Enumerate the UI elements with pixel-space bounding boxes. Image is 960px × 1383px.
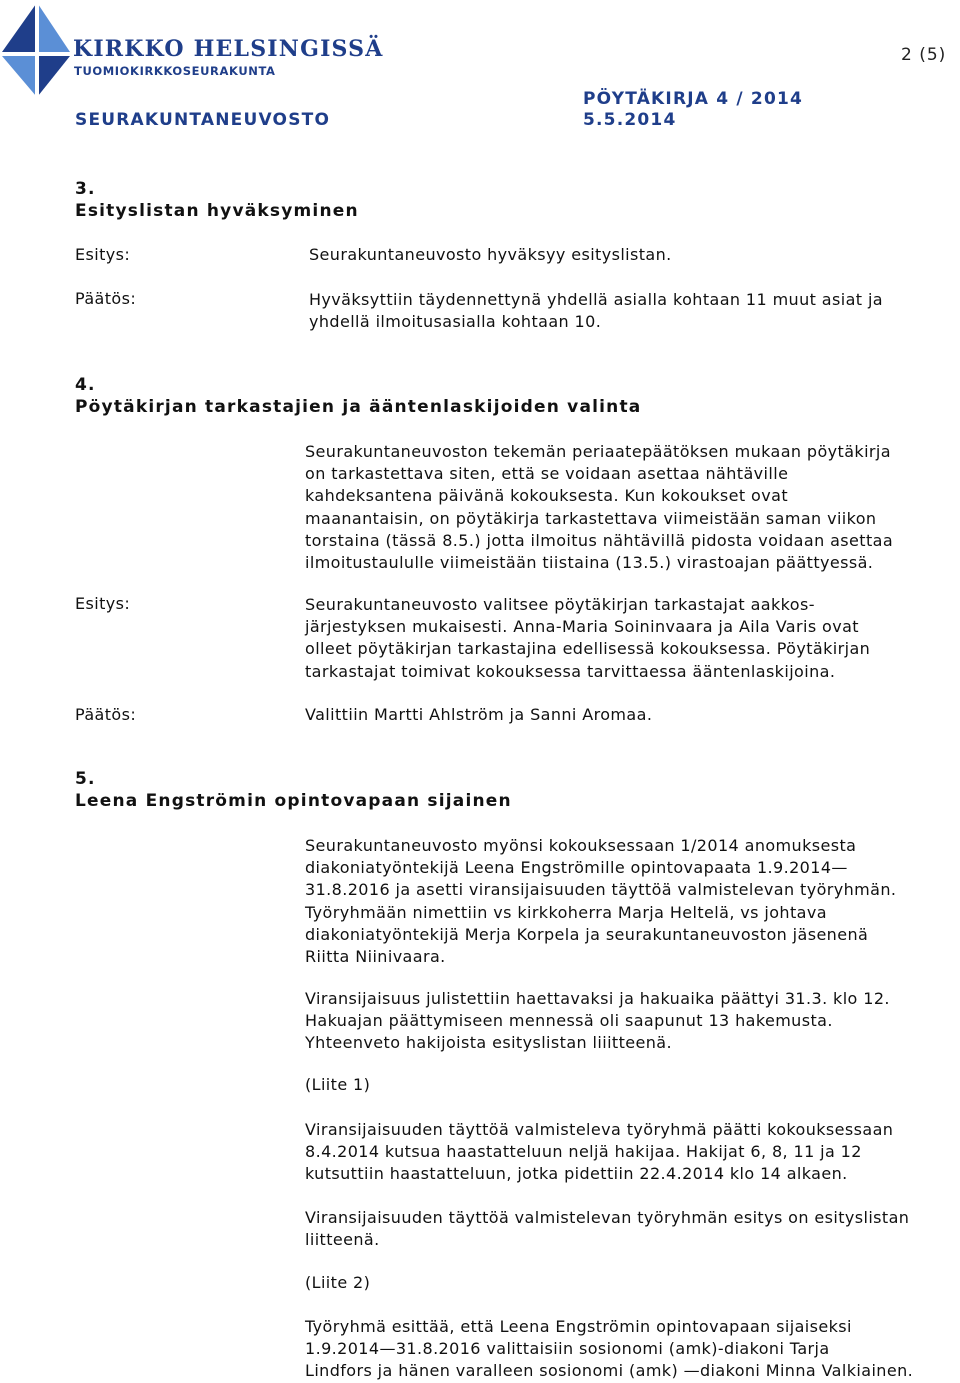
- text-line: Viransijaisuuden täyttöä valmisteleva työryhmä päätti kokouksessaan: [305, 1120, 894, 1139]
- text-line: kutsuttiin haastatteluun, jotka pidettiin 22.4.2014 klo 14 alkaen.: [305, 1164, 848, 1184]
- section-4-number: 4.: [75, 375, 96, 395]
- church-emblem-icon: [0, 0, 72, 100]
- section-5-paragraph-4: [305, 1207, 955, 1251]
- text-line: tarkastajat toimivat kokouksessa tarvittaessa ääntenlaskijoina.: [305, 661, 836, 681]
- text-line: liitteenä.: [305, 1230, 380, 1250]
- text-line: Seurakuntaneuvoston tekemän periaatepäätöksen mukaan pöytäkirja: [305, 442, 891, 461]
- text-line: ilmoitustaululle viimeistään tiistaina (13.5.) virastoajan päättyessä.: [305, 553, 874, 573]
- church-logo: [0, 0, 384, 100]
- text-line: maanantaisin, on pöytäkirja tarkastettava viimeistään saman viikon: [305, 508, 877, 528]
- section-4-esitys-text: [305, 594, 955, 683]
- section-4-esitys-label: Esitys:: [75, 594, 131, 613]
- section-4-paatos-text: Valittiin Martti Ahlström ja Sanni Aromaa.: [305, 705, 653, 724]
- section-3-esitys-text: Seurakuntaneuvosto hyväksyy esityslistan.: [309, 245, 672, 264]
- section-4-title: Pöytäkirjan tarkastajien ja ääntenlaskijoiden valinta: [75, 397, 642, 417]
- text-line: Työryhmä esittää, että Leena Engströmin opintovapaan sijaiseksi: [305, 1317, 852, 1336]
- logo-subtitle: TUOMIOKIRKKOSEURAKUNTA: [74, 64, 276, 78]
- text-line: on tarkastettava siten, että se voidaan asettaa nähtäville: [305, 464, 789, 484]
- text-line: Työryhmään nimettiin vs kirkkoherra Marja Heltelä, vs johtava: [305, 902, 827, 922]
- body-name: SEURAKUNTANEUVOSTO: [75, 110, 331, 130]
- text-line: 8.4.2014 kutsua haastatteluun neljä hakijaa. Hakijat 6, 8, 11 ja 12: [305, 1142, 862, 1162]
- text-line: 31.8.2016 ja asetti viransijaisuuden täyttöä valmistelevan työryhmän.: [305, 880, 897, 900]
- text-line: diakoniatyöntekijä Merja Korpela ja seurakuntaneuvoston jäsenenä: [305, 924, 869, 944]
- document-type: PÖYTÄKIRJA 4 / 2014: [583, 89, 804, 109]
- section-3-esitys-label: Esitys:: [75, 245, 131, 264]
- text-line: yhdellä ilmoitusasialla kohtaan 10.: [309, 312, 602, 332]
- section-5-paragraph-1: [305, 835, 955, 968]
- section-3-title: Esityslistan hyväksyminen: [75, 201, 359, 221]
- text-line: torstaina (tässä 8.5.) jotta ilmoitus nähtävillä pidosta voidaan asettaa: [305, 530, 894, 550]
- text-line: Viransijaisuuden täyttöä valmistelevan työryhmän esitys on esityslistan: [305, 1208, 910, 1227]
- section-4-intro: [305, 441, 955, 574]
- page-number: 2 (5): [901, 45, 947, 65]
- text-line: Lindfors ja hänen varalleen sosionomi (amk) —diakoni Minna Valkiainen.: [305, 1361, 914, 1381]
- text-line: Riitta Niinivaara.: [305, 947, 446, 967]
- text-line: 1.9.2014—31.8.2016 valittaisiin sosionomi (amk)-diakoni Tarja: [305, 1339, 830, 1359]
- text-line: Yhteenveto hakijoista esityslistan liiitteenä.: [305, 1033, 672, 1053]
- section-5-paragraph-5: [305, 1316, 955, 1383]
- section-3-paatos-label: Päätös:: [75, 289, 137, 308]
- text-line: Viransijaisuus julistettiin haettavaksi ja hakuaika päättyi 31.3. klo 12.: [305, 989, 890, 1008]
- text-line: Seurakuntaneuvosto valitsee pöytäkirjan tarkastajat aakkos-: [305, 595, 815, 614]
- text-line: olleet pöytäkirjan tarkastajina edellisessä kokouksessa. Pöytäkirjan: [305, 639, 871, 659]
- text-line: Hakuajan päättymiseen mennessä oli saapunut 13 hakemusta.: [305, 1011, 833, 1031]
- section-5-paragraph-3: [305, 1119, 955, 1186]
- section-5-number: 5.: [75, 769, 96, 789]
- logo-title: KIRKKO HELSINGISSÄ: [73, 36, 384, 62]
- text-line: järjestyksen mukaisesti. Anna-Maria Soininvaara ja Aila Varis ovat: [305, 617, 859, 637]
- text-line: kahdeksantena päivänä kokouksesta. Kun kokoukset ovat: [305, 486, 788, 506]
- section-5-title: Leena Engströmin opintovapaan sijainen: [75, 791, 512, 811]
- attachment-2-reference: (Liite 2): [305, 1273, 371, 1292]
- text-line: Hyväksyttiin täydennettynä yhdellä asialla kohtaan 11 muut asiat ja: [309, 290, 883, 309]
- section-5-paragraph-2: [305, 988, 955, 1055]
- section-3-paatos-text: [309, 289, 959, 333]
- attachment-1-reference: (Liite 1): [305, 1075, 371, 1094]
- meeting-date: 5.5.2014: [583, 110, 677, 130]
- text-line: diakoniatyöntekijä Leena Engströmille opintovapaata 1.9.2014—: [305, 858, 848, 878]
- text-line: Seurakuntaneuvosto myönsi kokouksessaan 1/2014 anomuksesta: [305, 836, 857, 855]
- section-3-number: 3.: [75, 179, 96, 199]
- section-4-paatos-label: Päätös:: [75, 705, 137, 724]
